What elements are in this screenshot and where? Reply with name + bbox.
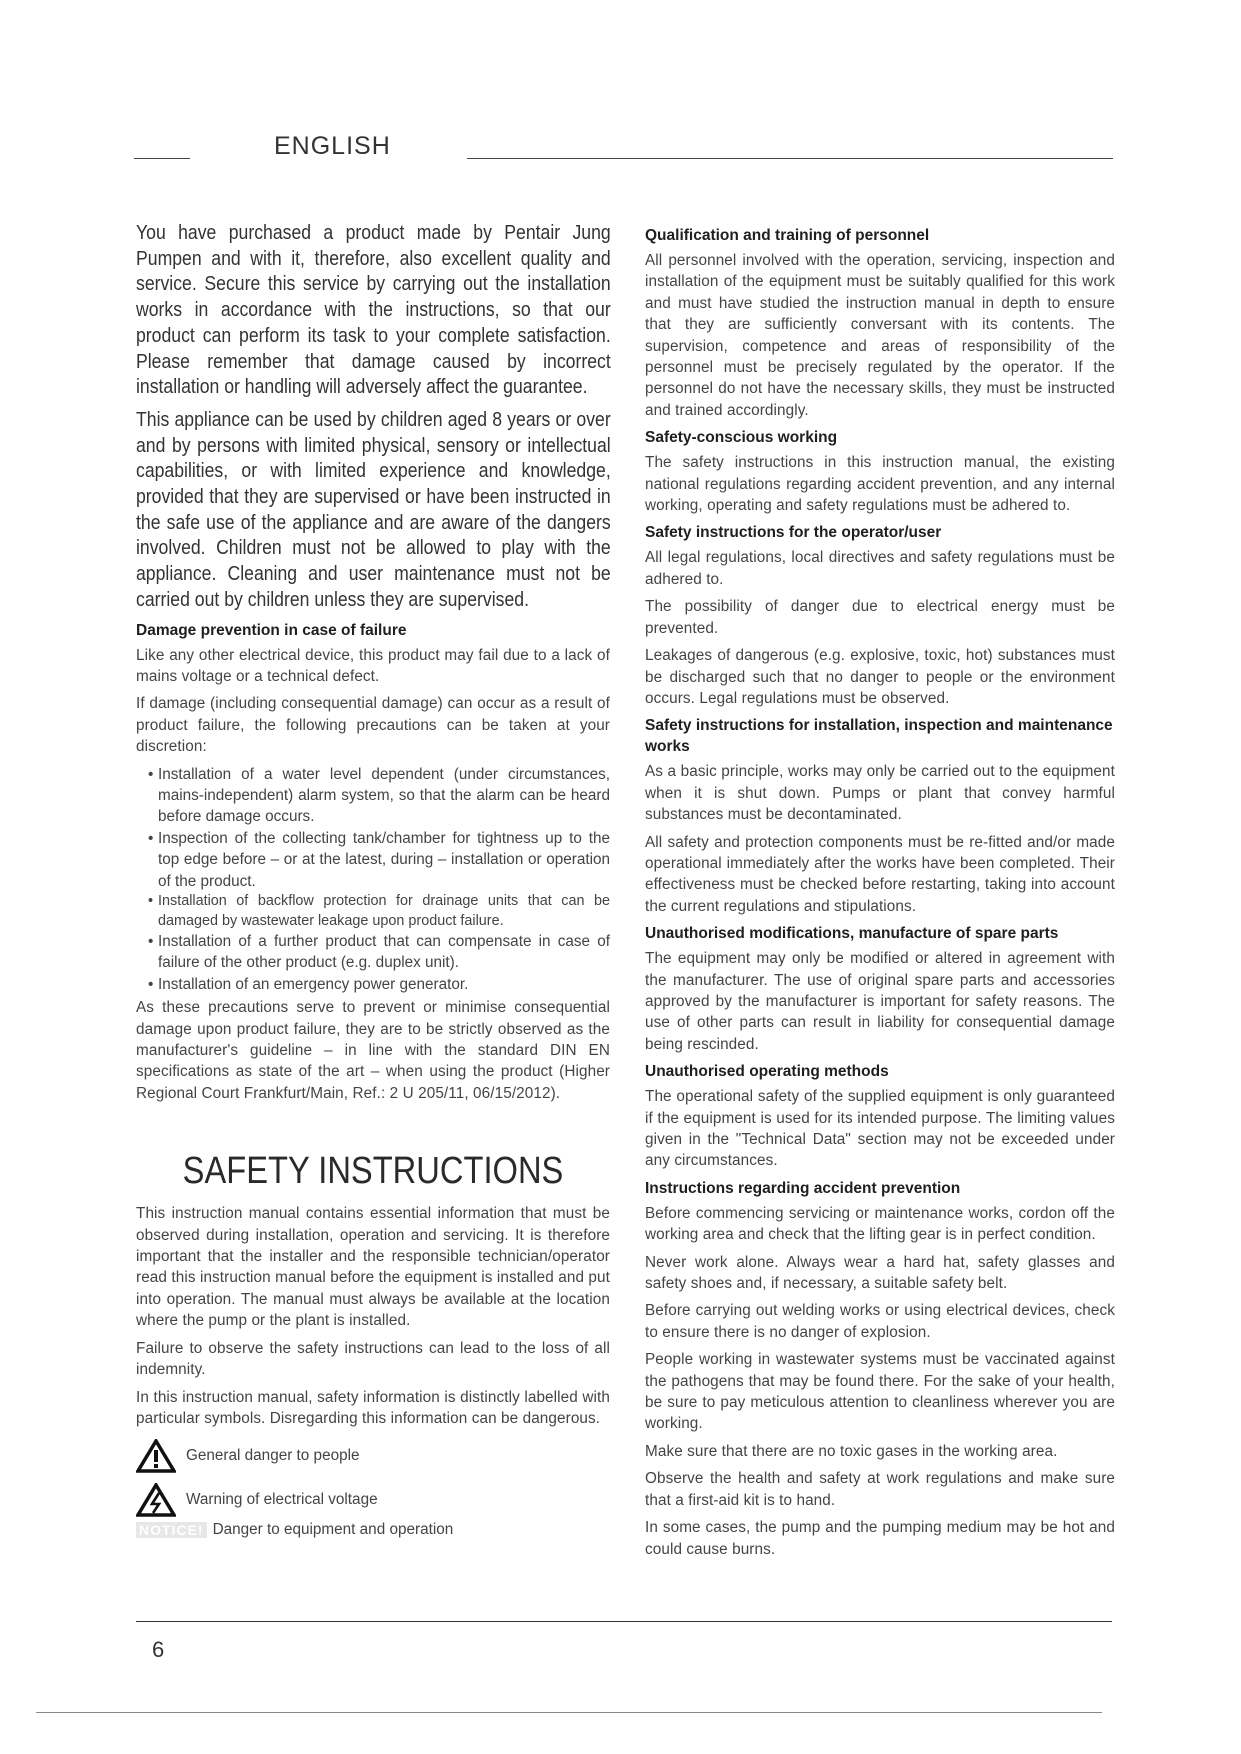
header-rule-left	[134, 158, 190, 159]
section-paragraph: Make sure that there are no toxic gases in the working area.	[645, 1442, 1058, 1460]
section-heading: Qualification and training of personnel	[645, 227, 930, 244]
symbol-electrical-voltage	[136, 1483, 610, 1517]
intro-paragraph: This appliance can be used by children aged 8 years or over and by persons with limited physical, sensory or intellectual capabilities, or with limited experience and knowledge, provided that they are supervised or have been instructed in the safe use of the appliance and are aware of the dangers involved. Children must not be allowed to play with the appliance. Cleaning and user maintenance must not be carried out by children unless they are supervised.	[136, 407, 611, 611]
section-paragraph: All legal regulations, local directives and safety regulations must be adhered to.	[645, 549, 1115, 588]
right-column	[645, 222, 1115, 1566]
header-rule-right	[467, 158, 1113, 159]
safety-paragraph: In this instruction manual, safety information is distinctly labelled with particular symbols. Disregarding this information can be dangerous.	[136, 1388, 610, 1427]
section-heading: Instructions regarding accident prevention	[645, 1179, 961, 1197]
section-paragraph: All personnel involved with the operation, servicing, inspection and installation of the equipment must be suitably qualified for this work and must have studied the instruction manual in depth to ensure that they are sufficiently conversant with its contents. The supervision, competence and areas of responsibility of the personnel must be precisely regulated by the operator. If the personnel do not have the necessary skills, they must be instructed and trained accordingly.	[645, 252, 1115, 419]
symbol-label: Warning of electrical voltage	[186, 1491, 378, 1509]
section-paragraph: In some cases, the pump and the pumping medium may be hot and could cause burns.	[645, 1519, 1115, 1558]
notice-label: Danger to equipment and operation	[212, 1521, 454, 1539]
section-heading: Unauthorised operating methods	[645, 1063, 889, 1081]
intro-paragraph: You have purchased a product made by Pentair Jung Pumpen and with it, therefore, also excellent quality and service. Secure this service by carrying out the installation works in accordance with the instructions, so that our product can perform its task to your complete satisfaction. Please remember that damage caused by incorrect installation or handling will adversely affect the guarantee.	[136, 221, 611, 399]
section-paragraph: Observe the health and safety at work regulations and make sure that a first-aid kit is to hand.	[645, 1470, 1115, 1509]
notice-legend	[136, 1521, 610, 1539]
section-heading: Safety instructions for the operator/user	[645, 524, 942, 542]
symbol-label: General danger to people	[186, 1447, 360, 1465]
safety-instructions-title: SAFETY INSTRUCTIONS	[182, 1150, 564, 1193]
safety-paragraph: This instruction manual contains essential information that must be observed during installation, operation and servicing. It is therefore important that the installer and the responsible technician/operator read this instruction manual before the equipment is installed and put into operation. The manual must always be available at the location where the pump or the plant is installed.	[136, 1205, 610, 1330]
section-paragraph: Before commencing servicing or maintenance works, cordon off the working area and check that the lifting gear is in perfect condition.	[645, 1204, 1115, 1244]
section-paragraph: Never work alone. Always wear a hard hat, safety glasses and safety shoes and, if necessary, a suitable safety belt.	[645, 1253, 1115, 1293]
notice-badge: NOTICE!	[136, 1522, 207, 1538]
section-heading: Safety instructions for installation, inspection and maintenance works	[645, 717, 1113, 756]
language-heading: ENGLISH	[274, 132, 391, 160]
section-paragraph: Before carrying out welding works or using electrical devices, check to ensure there is no danger of explosion.	[645, 1302, 1115, 1341]
intro-block	[136, 220, 610, 613]
symbol-general-danger	[136, 1439, 610, 1473]
list-item: • Inspection of the collecting tank/chamber for tightness up to the top edge before – or at the latest, during – installation or operation of the product.	[150, 828, 610, 892]
precautions-list	[136, 764, 610, 996]
footer-rule	[36, 1712, 1102, 1713]
warning-triangle-icon	[136, 1439, 176, 1473]
section-heading: Unauthorised modifications, manufacture of spare parts	[645, 925, 1059, 943]
damage-paragraph: Like any other electrical device, this product may fail due to a lack of mains voltage or a technical defect.	[136, 646, 610, 685]
section-heading: Safety-conscious working	[645, 429, 838, 447]
section-paragraph: All safety and protection components must be re-fitted and/or made operational immediately after the works have been completed. Their effectiveness must be checked before restarting, taking into account the current regulations and stipulations.	[645, 833, 1115, 915]
section-paragraph: The safety instructions in this instruction manual, the existing national regulations regarding accident prevention, and any internal working, operating and safety regulations must be adhered to.	[645, 454, 1115, 515]
section-paragraph: Leakages of dangerous (e.g. explosive, toxic, hot) substances must be discharged such that no danger to people or the environment occurs. Legal regulations must be observed.	[645, 647, 1115, 707]
damage-prevention-heading: Damage prevention in case of failure	[136, 621, 407, 639]
page-number: 6	[152, 1637, 165, 1662]
section-paragraph: The operational safety of the supplied equipment is only guaranteed if the equipment is used for its intended purpose. The limiting values given in the "Technical Data" section may not be exceeded under any circumstances.	[645, 1088, 1115, 1170]
electrical-warning-icon	[136, 1483, 176, 1517]
list-item: • Installation of a water level dependent (under circumstances, mains-independent) alarm system, so that the alarm can be heard before damage occurs.	[150, 764, 610, 828]
bottom-rule	[136, 1621, 1112, 1622]
safety-paragraph: Failure to observe the safety instructions can lead to the loss of all indemnity.	[136, 1339, 610, 1379]
section-paragraph: The equipment may only be modified or altered in agreement with the manufacturer. The use of original spare parts and accessories approved by the manufacturer is important for safety reasons. The use of other parts can result in liability for consequential damage being rescinded.	[645, 950, 1115, 1053]
list-item: • Installation of an emergency power generator.	[150, 974, 610, 995]
section-paragraph: As a basic principle, works may only be carried out to the equipment when it is shut down. Pumps or plant that convey harmful substances must be decontaminated.	[645, 763, 1115, 824]
damage-paragraph: If damage (including consequential damage) can occur as a result of product failure, the following precautions can be taken at your discretion:	[136, 695, 610, 756]
list-item: • Installation of a further product that can compensate in case of failure of the other product (e.g. duplex unit).	[150, 931, 610, 974]
section-paragraph: The possibility of danger due to electrical energy must be prevented.	[645, 598, 1115, 637]
list-item: • Installation of backflow protection for drainage units that can be damaged by wastewater leakage upon product failure.	[150, 892, 610, 931]
section-paragraph: People working in wastewater systems must be vaccinated against the pathogens that may be found there. For the sake of your health, be sure to pay meticulous attention to cleanliness wherever you are working.	[645, 1351, 1115, 1433]
left-column	[136, 220, 610, 1539]
damage-paragraph: As these precautions serve to prevent or minimise consequential damage upon product failure, they are to be strictly observed as the manufacturer's guideline – in line with the standard DIN EN specifications as state of the art – when using the product (Higher Regional Court Frankfurt/Main, Ref.: 2 U 205/11, 06/15/2012).	[136, 999, 610, 1102]
